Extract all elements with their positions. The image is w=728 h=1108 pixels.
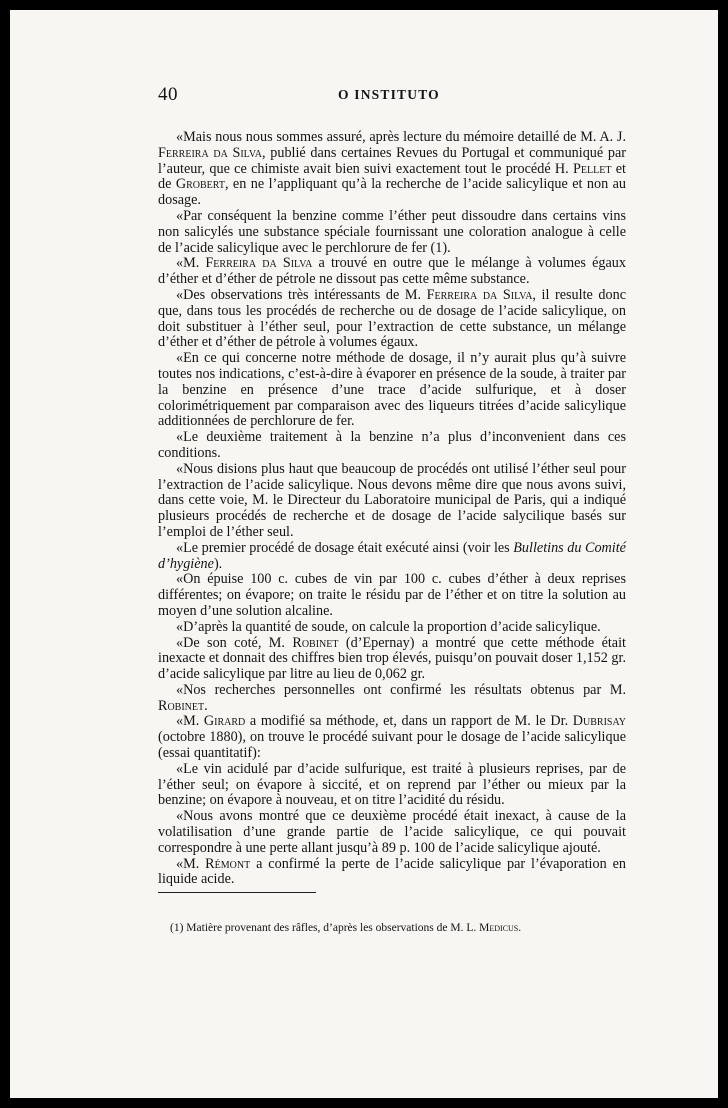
text-run: a trouvé en outre que le mélange à volumes égaux d’éther et d’éther de pétrole ne dissout pas cette même substance. <box>158 255 626 288</box>
paragraph <box>158 762 626 809</box>
text-run: «Le deuxième traitement à la benzine n’a plus d’inconvenient dans ces conditions. <box>158 429 626 461</box>
text-run: , il resulte donc que, dans tous les procédés de recherche ou de dosage de l’acide salicylique, on doit substituer à l’éther seul, pour l’extraction de cette substance, un mélange d’éther et d’éther de pétrole à volumes égaux. <box>158 286 626 351</box>
paragraph <box>158 351 626 430</box>
author-name: Rémont <box>205 855 251 872</box>
text-run: «Le premier procédé de dosage était exécuté ainsi (voir les <box>176 539 514 556</box>
author-name: Robinet <box>292 634 339 651</box>
text-run: «De son coté, M. <box>176 634 293 651</box>
text-run: «Mais nous nous sommes assuré, après lecture du mémoire detaillé de M. A. J. <box>176 129 626 145</box>
paragraph <box>158 288 626 351</box>
text-run: a confirmé la perte de l’acide salicylique par l’évaporation en liquide acide. <box>158 855 626 888</box>
text-run: «M. <box>176 855 206 872</box>
text-run: «M. <box>176 255 206 272</box>
author-name: Dubrisay <box>572 713 626 730</box>
footnote-marker: (1) <box>170 922 184 934</box>
page-number: 40 <box>158 84 178 105</box>
author-name: Pellet <box>573 160 612 177</box>
footnote <box>170 921 626 935</box>
author-name: Ferreira da Silva <box>205 255 313 272</box>
paragraph <box>158 636 626 683</box>
paragraph <box>158 620 626 636</box>
text-run: . <box>204 697 208 714</box>
paragraph <box>158 462 626 541</box>
publication-title: Bulletins du Comité d’hygiène <box>158 539 626 572</box>
paragraph <box>158 256 626 288</box>
text-run: , en ne l’appliquant qu’à la recherche de l’acide salicylique et non au dosage. <box>158 176 626 209</box>
text-run: a modifié sa méthode, et, dans un rapport de M. le Dr. <box>245 713 573 730</box>
text-run: (d’Epernay) a montré que cette méthode était inexacte et donnait des chiffres bien trop élevés, puisqu’on pouvait doser 1,152 gr. d’acide salicylique par litre au lieu de 0,062 gr. <box>158 634 626 683</box>
author-name: Ferreira da Silva <box>426 286 533 303</box>
paragraph <box>158 683 626 715</box>
footnote-text: Matière provenant des râfles, d’après les observations de M. L. <box>186 922 480 934</box>
footnote-author: Medicus <box>479 922 519 934</box>
author-name: Grobert <box>175 176 225 193</box>
author-name: Ferreira da Silva <box>158 144 263 161</box>
text-run: , publié dans certaines Revues du Portugal et communiqué par l’auteur, que ce chimiste avait bien suivi exactement tout le procédé H. <box>158 144 626 177</box>
page-header <box>158 84 598 108</box>
paragraph <box>158 209 626 256</box>
paragraph <box>158 714 626 761</box>
text-run: «D’après la quantité de soude, on calcule la proportion d’acide salicylique. <box>176 618 601 635</box>
text-run: «Nos recherches personnelles ont confirmé les résultats obtenus par M. <box>176 681 626 698</box>
paragraph <box>158 130 626 209</box>
text-run: «Nous disions plus haut que beaucoup de procédés ont utilisé l’éther seul pour l’extraction de l’acide salicylique. Nous devons même dire que nous avons suivi, dans cette voie, M. le Directeur du Laboratoire municipal de Paris, qui a indiqué plusieurs procédés de recherche et de dosage de l’acide salycilique basés sur l’emploi de l’éther seul. <box>158 460 626 540</box>
paragraph <box>158 857 626 889</box>
text-run: «M. <box>176 713 204 730</box>
author-name: Girard <box>203 713 246 730</box>
text-run: «Par conséquent la benzine comme l’éther peut dissoudre dans certains vins non salicylés une substance spéciale fournissant une coloration analogue à celle de l’acide salicylique avec le perchlorure de fer (1). <box>158 207 626 256</box>
text-run: «Nous avons montré que ce deuxième procédé était inexact, à cause de la volatilisation d’une grande partie de l’acide salicylique, ce qui pouvait correspondre à une perte allant jusqu’à 89 p. 100 de l’acide salicylique ajouté. <box>158 808 626 856</box>
author-name: Robinet <box>158 697 205 714</box>
paragraph <box>158 430 626 462</box>
text-run: «Le vin acidulé par d’acide sulfurique, est traité à plusieurs reprises, par de l’éther seul; on évapore à siccité, et on reprend par l’éther ou mieux par la benzine; on évapore à nouveau, et on titre l’acidité du résidu. <box>158 760 626 809</box>
text-run: «En ce qui concerne notre méthode de dosage, il n’y aurait plus qu’à suivre toutes nos indications, c’est-à-dire à évaporer en présence de la soude, à traiter par la benzine en présence d’une trace d’acide sulfurique, et à doser colorimétriquement par comparaison avec des liqueurs titrées d’acide salicylique additionnées de perchlorure de fer. <box>158 350 626 430</box>
footnote-end: . <box>518 922 522 934</box>
text-run: ). <box>213 555 223 572</box>
text-run: et de <box>158 160 626 193</box>
running-title: O INSTITUTO <box>338 87 440 102</box>
document-page <box>10 10 718 1098</box>
paragraph <box>158 572 626 619</box>
text-run: «Des observations très intéressants de M. <box>176 286 427 303</box>
body-text <box>158 130 626 888</box>
text-run: (octobre 1880), on trouve le procédé suivant pour le dosage de l’acide salicylique (essai quantitatif): <box>158 729 626 762</box>
paragraph <box>158 809 626 856</box>
text-run: «On épuise 100 c. cubes de vin par 100 c. cubes d’éther à deux reprises différentes; on évapore; on traite le résidu par de l’éther et on titre la solution au moyen d’une solution alcaline. <box>158 571 626 619</box>
paragraph <box>158 541 626 573</box>
footnote-rule <box>158 892 316 893</box>
